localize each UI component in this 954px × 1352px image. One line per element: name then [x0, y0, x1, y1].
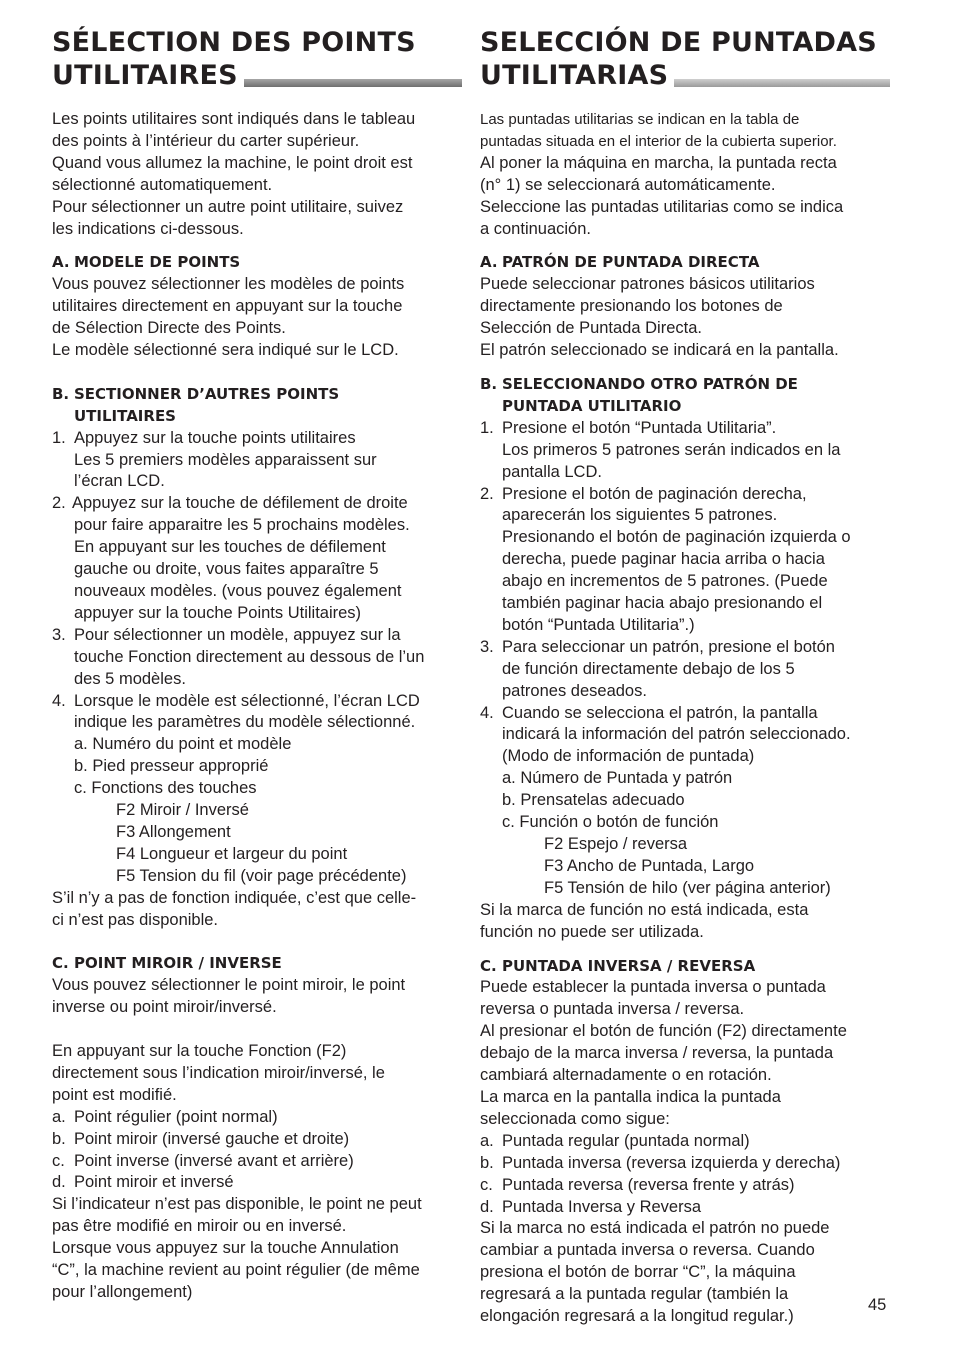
- text-line: de Sélection Directe des Points.: [52, 319, 286, 338]
- french-title-line1: SÉLECTION DES POINTS: [52, 27, 416, 58]
- spanish-section-b-list: [480, 418, 890, 944]
- spanish-function-list: F2 Espejo / reversa F3 Ancho de Puntada, Largo F5 Tensión de hilo (ver página anterior): [544, 835, 831, 897]
- text-line: les indications ci-dessous.: [52, 219, 244, 238]
- list-item: 4. Lorsque le modèle est sélectionné, l’écran LCD indique les paramètres du modèle sélectionné.: [52, 691, 420, 732]
- section-title: UTILITAIRES: [74, 406, 176, 425]
- list-item: c. Puntada reversa (reversa frente y atrás): [480, 1175, 795, 1194]
- text-line: Les points utilitaires sont indiqués dans le tableau: [52, 110, 416, 128]
- list-item: 1. Appuyez sur la touche points utilitaires Les 5 premiers modèles apparaissent sur l’écran LCD.: [52, 428, 377, 491]
- spanish-section-a-text: Puede seleccionar patrones básicos utilitarios directamente presionando los botones de Selección de Puntada Directa. El patrón seleccionado se indicará en la pantalla.: [480, 275, 839, 360]
- spanish-title-line1: SELECCIÓN DE PUNTADAS: [480, 27, 877, 58]
- list-item: 1. Presione el botón “Puntada Utilitaria”. Los primeros 5 patrones serán indicados en la pantalla LCD.: [480, 418, 841, 481]
- text-line: sélectionné automatiquement.: [52, 175, 273, 194]
- spanish-section-b-note: Si la marca de función no está indicada, esta función no puede ser utilizada.: [480, 900, 809, 941]
- spanish-sub-list: a. Número de Puntada y patrón b. Prensatelas adecuado c. Función o botón de función: [502, 769, 733, 832]
- list-item: b. Puntada inversa (reversa izquierda y derecha): [480, 1153, 841, 1172]
- french-title: [52, 26, 462, 92]
- spanish-section-a-heading: [480, 252, 890, 274]
- spanish-title: [480, 26, 890, 92]
- section-letter: B.: [480, 374, 498, 393]
- french-intro: [52, 109, 462, 240]
- spanish-section-c-note: Si la marca no está indicada el patrón no puede cambiar a puntada inversa o reversa. Cuando presiona el botón de borrar “C”, la máquina regresará a la puntada regular (también la elongación regresará a la longitud regular.): [480, 1219, 830, 1326]
- section-letter: A.: [480, 253, 498, 272]
- list-item: d. Point miroir et inversé: [52, 1173, 234, 1192]
- section-letter: C.: [480, 956, 497, 975]
- section-title: SELECCIONANDO OTRO PATRÓN DE: [502, 374, 798, 393]
- section-title: PUNTADA INVERSA / REVERSA: [502, 956, 756, 975]
- title-rule: [674, 79, 890, 87]
- french-sub-list: a. Numéro du point et modèle b. Pied presseur approprié c. Fonctions des touches: [74, 735, 292, 798]
- section-title: PUNTADA UTILITARIO: [502, 396, 682, 415]
- list-item: 4. Cuando se selecciona el patrón, la pantalla indicará la información del patrón seleccionado. (Modo de información de puntada): [480, 703, 851, 766]
- section-title: POINT MIROIR / INVERSE: [74, 954, 282, 973]
- list-item: 3. Para seleccionar un patrón, presione el botón de función directamente debajo de los 5 patrones deseados.: [480, 637, 835, 700]
- text-line: utilitaires directement en appuyant sur la touche: [52, 297, 403, 316]
- text-line: Le modèle sélectionné sera indiqué sur le LCD.: [52, 341, 399, 360]
- french-section-c-note: Si l’indicateur n’est pas disponible, le point ne peut pas être modifié en miroir ou en inversé. Lorsque vous appuyez sur la touche Annulation “C”, la machine revient au point régulier (de même pour l’allongement): [52, 1195, 422, 1301]
- list-item: b. Point miroir (inversé gauche et droite): [52, 1129, 350, 1148]
- french-section-b-heading: [52, 384, 462, 428]
- spanish-intro: Al poner la máquina en marcha, la puntada recta (n° 1) se seleccionará automáticamente. Seleccione las puntadas utilitarias como se indica a continuación.: [480, 153, 844, 238]
- french-column: [52, 26, 462, 1304]
- section-title: SECTIONNER D’AUTRES POINTS: [74, 384, 340, 403]
- french-section-c-text: Vous pouvez sélectionner le point miroir, le point inverse ou point miroir/inversé. En appuyant sur la touche Fonction (F2) directement sous l’indication miroir/inversé, le point est modifié.: [52, 976, 406, 1104]
- title-rule: [244, 79, 462, 87]
- spanish-column: [480, 26, 890, 1328]
- text-line: Pour sélectionner un autre point utilitaire, suivez: [52, 197, 404, 216]
- list-item: 2. Appuyez sur la touche de défilement de droite pour faire apparaitre les 5 prochains modèles. En appuyant sur les touches de défilement gauche ou droite, vous faites apparaître 5 nouveaux modèles. (vous pouvez également appuyer sur la touche Points Utilitaires): [52, 494, 410, 622]
- french-section-a-heading: [52, 252, 462, 274]
- french-function-list: F2 Miroir / Inversé F3 Allongement F4 Longueur et largeur du point F5 Tension du fil (voir page précédente): [116, 801, 407, 885]
- list-item: 3. Pour sélectionner un modèle, appuyez sur la touche Fonction directement au dessous de l’un des 5 modèles.: [52, 625, 425, 688]
- spanish-section-c-heading: [480, 956, 890, 978]
- french-section-a-text: [52, 274, 462, 362]
- list-item: d. Puntada Inversa y Reversa: [480, 1197, 702, 1216]
- page-number: 45: [868, 1296, 887, 1314]
- list-item: 2. Presione el botón de paginación derecha, aparecerán los siguientes 5 patrones. Presionando el botón de paginación izquierda o derecha, puede paginar hacia arriba o hacia abajo en incrementos de 5 patrones. (Puede también paginar hacia abajo presionando el botón “Puntada Utilitaria”.): [480, 484, 851, 634]
- section-title: MODELE DE POINTS: [74, 253, 241, 272]
- text-line: des points à l’intérieur du carter supérieur.: [52, 131, 360, 150]
- section-title: PATRÓN DE PUNTADA DIRECTA: [502, 253, 760, 272]
- list-item: a. Point régulier (point normal): [52, 1107, 278, 1126]
- spanish-section-c-list: [480, 1131, 890, 1219]
- spanish-title-line2: UTILITARIAS: [480, 60, 669, 91]
- spanish-section-c-text: Puede establecer la puntada inversa o puntada reversa o puntada inversa / reversa. Al presionar el botón de función (F2) directamente debajo de la marca inversa / reversa, la puntada cambiará alternadamente o en rotación. La marca en la pantalla indica la puntada seleccionada como sigue:: [480, 978, 847, 1128]
- list-item: a. Puntada regular (puntada normal): [480, 1131, 750, 1150]
- french-section-c-heading: [52, 953, 462, 975]
- french-title-line2: UTILITAIRES: [52, 60, 238, 91]
- list-item: c. Point inverse (inversé avant et arrière): [52, 1151, 354, 1170]
- section-letter: C.: [52, 954, 69, 973]
- text-line: Vous pouvez sélectionner les modèles de points: [52, 275, 405, 294]
- text-line: Quand vous allumez la machine, le point droit est: [52, 153, 413, 172]
- french-section-b-list: [52, 428, 462, 932]
- section-letter: A.: [52, 253, 70, 272]
- french-section-c-list: [52, 1107, 462, 1195]
- section-letter: B.: [52, 384, 70, 403]
- spanish-intro-small: Las puntadas utilitarias se indican en la tabla de puntadas situada en el interior de la cubierta superior.: [480, 111, 837, 150]
- spanish-section-b-heading: [480, 374, 890, 418]
- french-section-b-note: S’il n’y a pas de fonction indiquée, c’est que celle- ci n’est pas disponible.: [52, 888, 417, 929]
